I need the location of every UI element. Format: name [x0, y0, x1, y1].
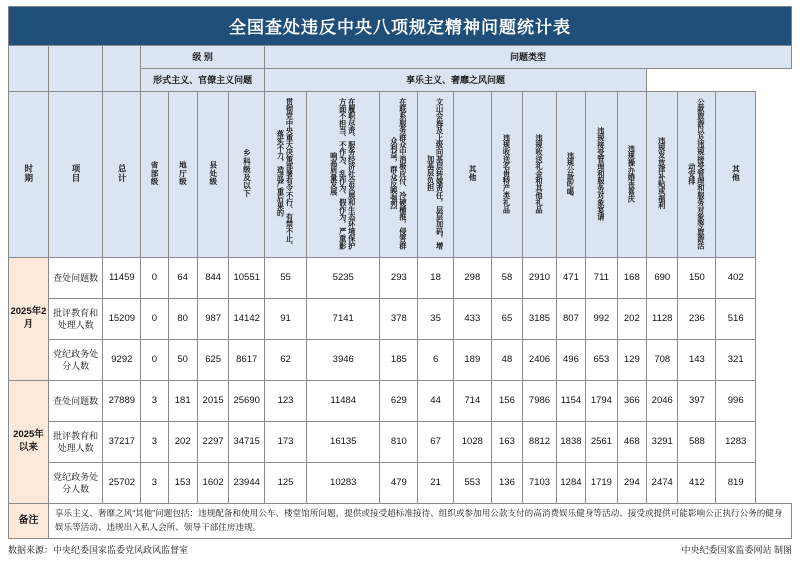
header-hedonism-banquet: 违规操办婚丧喜庆	[617, 92, 646, 258]
header-hedonism-eat-host: 违规接受管理和服务对象宴请	[586, 92, 617, 258]
cell: 468	[617, 422, 646, 463]
header-formalism-group: 形式主义、官僚主义问题	[141, 69, 265, 92]
cell: 3	[141, 463, 168, 504]
cell: 202	[168, 422, 197, 463]
period-2025-02: 2025年2月	[9, 258, 49, 381]
cell: 1154	[556, 381, 585, 422]
cell: 987	[197, 299, 228, 340]
cell: 50	[168, 340, 197, 381]
cell: 44	[418, 381, 454, 422]
cell: 996	[716, 381, 756, 422]
cell: 1794	[586, 381, 617, 422]
cell: 6	[418, 340, 454, 381]
cell: 553	[453, 463, 491, 504]
cell: 294	[617, 463, 646, 504]
cell: 479	[380, 463, 418, 504]
note-row	[9, 504, 792, 539]
cell: 7141	[307, 299, 380, 340]
cell: 1838	[556, 422, 585, 463]
cell: 7986	[523, 381, 557, 422]
cell: 1283	[716, 422, 756, 463]
header-formalism-other: 其他	[453, 92, 491, 258]
cell: 136	[491, 463, 522, 504]
cell: 810	[380, 422, 418, 463]
cell: 10283	[307, 463, 380, 504]
table-row	[9, 381, 792, 422]
cell: 173	[265, 422, 307, 463]
cell-total: 27889	[103, 381, 141, 422]
period-2025-ytd: 2025年以来	[9, 381, 49, 504]
header-hedonism-gift-money: 违规收送礼金和其他礼品	[523, 92, 557, 258]
header-hedonism-allowance: 违规发放津补贴或福利	[647, 92, 678, 258]
cell: 625	[197, 340, 228, 381]
header-period: 时期	[9, 92, 49, 258]
cell: 3	[141, 381, 168, 422]
cell: 2910	[523, 258, 557, 299]
cell: 153	[168, 463, 197, 504]
header-formalism-col-1: 贯彻党中央重大决策部署有令不行、有禁不止、落实不力，造成严重后果的	[265, 92, 307, 258]
cell: 168	[617, 258, 646, 299]
cell: 433	[453, 299, 491, 340]
item-label: 批评教育和处理人数	[48, 299, 103, 340]
cell: 496	[556, 340, 585, 381]
cell: 2561	[586, 422, 617, 463]
data-source: 数据来源：中央纪委国家监委党风政风监督室	[8, 544, 189, 555]
cell: 2406	[523, 340, 557, 381]
cell: 67	[418, 422, 454, 463]
cell: 412	[678, 463, 716, 504]
cell: 653	[586, 340, 617, 381]
cell-total: 15209	[103, 299, 141, 340]
cell: 992	[586, 299, 617, 340]
table-row	[9, 422, 792, 463]
item-label: 批评教育和处理人数	[48, 422, 103, 463]
cell: 2015	[197, 381, 228, 422]
cell: 293	[380, 258, 418, 299]
cell: 123	[265, 381, 307, 422]
cell: 25690	[229, 381, 265, 422]
cell: 0	[141, 258, 168, 299]
header-formalism-col-2: 在履职尽责、服务经济社会发展和生态环境保护方面不担当、不作为、乱作为、假作为，严重影响高质量发展	[307, 92, 380, 258]
table-row	[9, 299, 792, 340]
statistics-table	[8, 45, 792, 539]
header-level-xiangke: 乡科级及以下	[229, 92, 265, 258]
item-label: 查处问题数	[48, 381, 103, 422]
header-hedonism-other: 其他	[716, 92, 756, 258]
cell: 5235	[307, 258, 380, 299]
header-level-sheng: 省部级	[141, 92, 168, 258]
header-hedonism-travel: 公款旅游以及违规接受管理和服务对象等旅游活动安排	[678, 92, 716, 258]
item-label: 党纪政务处分人数	[48, 340, 103, 381]
cell: 1602	[197, 463, 228, 504]
header-formalism-col-3: 在联系服务群众中消极应付、冷硬横推，侵害群众利益，群众反映强烈	[380, 92, 418, 258]
header-row-1	[9, 46, 792, 69]
cell: 2474	[647, 463, 678, 504]
cell: 807	[556, 299, 585, 340]
cell: 10551	[229, 258, 265, 299]
cell: 91	[265, 299, 307, 340]
cell: 7103	[523, 463, 557, 504]
header-item: 项目	[48, 92, 103, 258]
header-level-xianchu: 县处级	[197, 92, 228, 258]
cell-total: 11459	[103, 258, 141, 299]
cell: 3291	[647, 422, 678, 463]
cell: 150	[678, 258, 716, 299]
cell: 8812	[523, 422, 557, 463]
cell-total: 25702	[103, 463, 141, 504]
cell: 708	[647, 340, 678, 381]
cell: 18	[418, 258, 454, 299]
note-text: 享乐主义、奢靡之风“其他”问题包括：违规配备和使用公车、楼堂馆所问题，提供或接受超标准接待、组织或参加用公款支付的高消费娱乐健身等活动、接受或提供可能影响公正执行公务的健身娱乐等活动、违规出入私人会所、领导干部住房违规。	[48, 504, 791, 539]
cell: 11484	[307, 381, 380, 422]
cell: 48	[491, 340, 522, 381]
header-hedonism-gift: 违规收送名贵特产类礼品	[491, 92, 522, 258]
cell: 0	[141, 340, 168, 381]
header-total: 总计	[103, 92, 141, 258]
cell: 378	[380, 299, 418, 340]
cell-total: 37217	[103, 422, 141, 463]
cell: 185	[380, 340, 418, 381]
cell: 1719	[586, 463, 617, 504]
cell: 16135	[307, 422, 380, 463]
cell: 397	[678, 381, 716, 422]
cell: 55	[265, 258, 307, 299]
cell: 2297	[197, 422, 228, 463]
header-type-group: 问题类型	[265, 46, 792, 69]
cell: 588	[678, 422, 716, 463]
cell: 714	[453, 381, 491, 422]
cell: 1128	[647, 299, 678, 340]
cell: 143	[678, 340, 716, 381]
header-hedonism-eat-public: 违规公款吃喝	[556, 92, 585, 258]
cell: 711	[586, 258, 617, 299]
cell: 1284	[556, 463, 585, 504]
cell: 402	[716, 258, 756, 299]
table-row	[9, 463, 792, 504]
cell: 1028	[453, 422, 491, 463]
cell: 181	[168, 381, 197, 422]
cell: 0	[141, 299, 168, 340]
header-level-group: 级 别	[141, 46, 265, 69]
cell: 471	[556, 258, 585, 299]
cell-total: 9292	[103, 340, 141, 381]
footer	[8, 543, 792, 556]
cell: 629	[380, 381, 418, 422]
cell: 3	[141, 422, 168, 463]
cell: 129	[617, 340, 646, 381]
cell: 366	[617, 381, 646, 422]
cell: 163	[491, 422, 522, 463]
cell: 58	[491, 258, 522, 299]
cell: 14142	[229, 299, 265, 340]
item-label: 查处问题数	[48, 258, 103, 299]
cell: 80	[168, 299, 197, 340]
cell: 3185	[523, 299, 557, 340]
cell: 202	[617, 299, 646, 340]
table-row	[9, 340, 792, 381]
item-label: 党纪政务处分人数	[48, 463, 103, 504]
cell: 819	[716, 463, 756, 504]
cell: 690	[647, 258, 678, 299]
cell: 844	[197, 258, 228, 299]
header-formalism-col-4: 文山会海及上级向基层转嫁责任，层层加码，增加基层负担	[418, 92, 454, 258]
header-level-diting: 地厅级	[168, 92, 197, 258]
cell: 64	[168, 258, 197, 299]
header-blank-total	[103, 46, 141, 92]
cell: 65	[491, 299, 522, 340]
header-hedonism-group: 享乐主义、奢靡之风问题	[265, 69, 647, 92]
header-row-3	[9, 92, 792, 258]
cell: 236	[678, 299, 716, 340]
page-title: 全国查处违反中央八项规定精神问题统计表	[8, 6, 792, 45]
cell: 23944	[229, 463, 265, 504]
cell: 321	[716, 340, 756, 381]
note-label: 备注	[9, 504, 49, 539]
cell: 189	[453, 340, 491, 381]
cell: 516	[716, 299, 756, 340]
cell: 21	[418, 463, 454, 504]
cell: 125	[265, 463, 307, 504]
cell: 2046	[647, 381, 678, 422]
table-row	[9, 258, 792, 299]
cell: 8617	[229, 340, 265, 381]
header-blank-left	[9, 46, 49, 92]
cell: 298	[453, 258, 491, 299]
cell: 35	[418, 299, 454, 340]
header-blank-item	[48, 46, 103, 92]
cell: 62	[265, 340, 307, 381]
cell: 156	[491, 381, 522, 422]
cell: 34715	[229, 422, 265, 463]
cell: 3946	[307, 340, 380, 381]
publisher: 中央纪委国家监委网站 制图	[681, 544, 792, 555]
